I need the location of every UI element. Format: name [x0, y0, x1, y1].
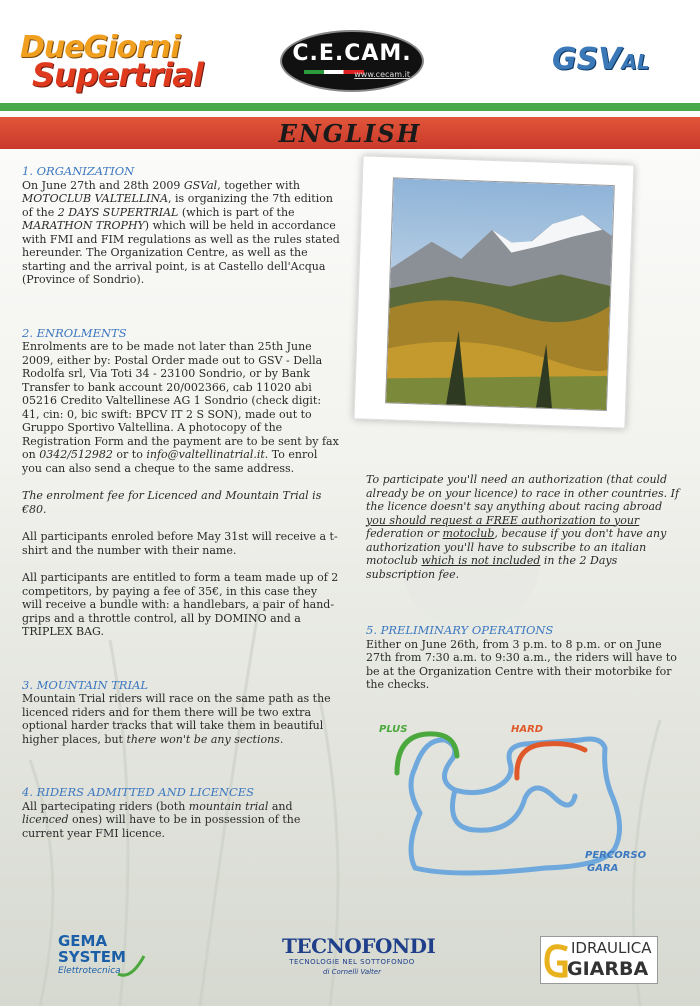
- banner-title: ENGLISH: [278, 119, 422, 148]
- gsval-logo-main: GSV: [552, 42, 622, 77]
- authorization-text: [366, 473, 682, 581]
- team-text: All participants are entitled to form a team made up of 2 competitors, by paying a fee of 35€, in this case they will receive a bundle with: a handlebars, a pair of hand-grips and a throttle control, all by DOMINO and a TRIPLEX BAG.: [22, 571, 339, 638]
- preliminary-text: Either on June 26th, from 3 p.m. to 8 p.m. or on June 27th from 7:30 a.m. to 9:30 a.m., the riders will have to be at the Organization Centre with their motorbike for the checks.: [366, 637, 677, 691]
- text-run: .: [279, 732, 284, 746]
- text-run: Enrolments are to be made not later than 25th June 2009, either by: Postal Order made out to GSV - Della Rodolfa srl, Via Toti 34 - 23100 Sondrio, or by Bank Transfer to bank account 20/002366, cab 11020 abi 05216 Credito Valtellinese AG 1 Sondrio (check digit: 41, cin: 0, bic swift: BPCV IT 2 S SON), made out to Gruppo Sportivo Valtellina. A photocopy of the Registration Form and the payment are to be sent by fax on: [22, 340, 339, 461]
- organization-heading: 1. ORGANIZATION: [22, 164, 135, 178]
- text-run: licenced: [22, 813, 69, 826]
- cecam-logo-url: www.cecam.it: [354, 70, 410, 79]
- gema-text: GEMA: [58, 932, 108, 950]
- cecam-logo-name: C.E.CAM.: [292, 41, 412, 66]
- preliminary-heading: 5. PRELIMINARY OPERATIONS: [366, 623, 554, 637]
- race-label-line-1: PERCORSO: [585, 850, 647, 861]
- plus-label: PLUS: [379, 724, 408, 735]
- logo-line-2: Supertrial: [32, 56, 203, 94]
- idraulica-giarba-logo: [540, 936, 658, 984]
- enrolments-text: [22, 340, 340, 475]
- organization-text: [22, 179, 340, 287]
- mountain-trial-text: [22, 692, 340, 746]
- text-run: GSVal: [183, 178, 218, 192]
- mountain-trial-heading: 3. MOUNTAIN TRIAL: [22, 677, 149, 692]
- hard-track-path: [517, 744, 585, 778]
- text-run: and: [268, 799, 293, 813]
- photo-frame: [353, 155, 634, 428]
- text-run: , because if you don't have any authorization you'll have to subscribe to an italian motoclub: [366, 527, 667, 567]
- text-run: All partecipating riders (both: [22, 799, 189, 813]
- text-run: , is organizing the 7th edition of the: [22, 192, 333, 219]
- tecnofondi-tagline: TECNOLOGIE NEL SOTTOFONDO: [289, 958, 415, 966]
- text-run: federation or: [366, 527, 443, 540]
- tecnofondi-owner: di Cornelli Valter: [323, 968, 381, 976]
- elettrotecnica-text: Elettrotecnica: [58, 966, 121, 976]
- text-run: MOTOCLUB VALTELLINA: [22, 192, 169, 205]
- tshirt-text: All participants enroled before May 31st will receive a t-shirt and the number with their name.: [22, 530, 338, 557]
- enrolment-fee: The enrolment fee for Licenced and Mountain Trial is €80.: [22, 489, 322, 516]
- gsval-logo-small: AL: [621, 50, 650, 74]
- tecnofondi-text: TECNOFONDI: [282, 934, 436, 958]
- tecnofondi-logo: [282, 934, 436, 984]
- text-run: , together with: [217, 178, 300, 192]
- riders-heading: 4. RIDERS ADMITTED AND LICENCES: [22, 785, 255, 799]
- text-run: there won't be any sections: [126, 732, 280, 746]
- text-run: you should request a FREE authorization to your: [366, 513, 640, 527]
- gema-system-logo: [58, 932, 158, 988]
- right-column: [366, 473, 682, 692]
- text-run: Mountain Trial riders will race on the same path as the licenced riders and for them there will be two extra optional harder tracks that will take them in beautiful higher places, but: [22, 692, 331, 746]
- left-column: [22, 165, 340, 840]
- race-label-line-2: GARA: [587, 863, 619, 874]
- text-run: ones) will have to be in possession of the current year FMI licence.: [22, 813, 301, 840]
- text-run: (which is part of the: [178, 205, 295, 219]
- hard-label: HARD: [511, 724, 544, 735]
- text-run: 0342/512982: [39, 448, 113, 461]
- system-text: SYSTEM: [58, 948, 126, 966]
- enrolments-heading: 2. ENROLMENTS: [22, 325, 127, 340]
- text-run: mountain trial: [188, 799, 269, 813]
- text-run: or to: [112, 448, 147, 461]
- text-run: info@valtellinatrial.it: [146, 448, 265, 461]
- giarba-text: GIARBA: [567, 958, 649, 980]
- text-run: in the 2 Days subscription fee.: [366, 554, 618, 581]
- logo-line-1: DueGiorni: [20, 30, 180, 65]
- text-run: MARATHON TROPHY: [22, 219, 145, 232]
- text-run: . To enrol you can also send a cheque to the same address.: [22, 448, 318, 475]
- mountain-photo: [385, 177, 615, 411]
- idraulica-g-icon: [543, 941, 571, 979]
- text-run: To participate you'll need an authorization (that could already be on your licence) to race in other countries. If the licence doesn't say anything about racing abroad: [366, 473, 680, 513]
- idraulica-text: IDRAULICA: [571, 939, 652, 957]
- text-run: On June 27th and 28th 2009: [22, 178, 184, 192]
- track-map: [375, 718, 685, 898]
- text-run: motoclub: [442, 527, 495, 540]
- text-run: which is not included: [421, 554, 541, 567]
- text-run: 2 DAYS SUPERTRIAL: [57, 205, 179, 219]
- text-run: ) which will be held in accordance with FMI and FIM regulations as well as the rules stated hereunder. The Organization Centre, as well as the starting and the arrival point, is at Castello dell'Acqua (Province of Sondrio).: [22, 219, 340, 286]
- riders-text: [22, 800, 340, 841]
